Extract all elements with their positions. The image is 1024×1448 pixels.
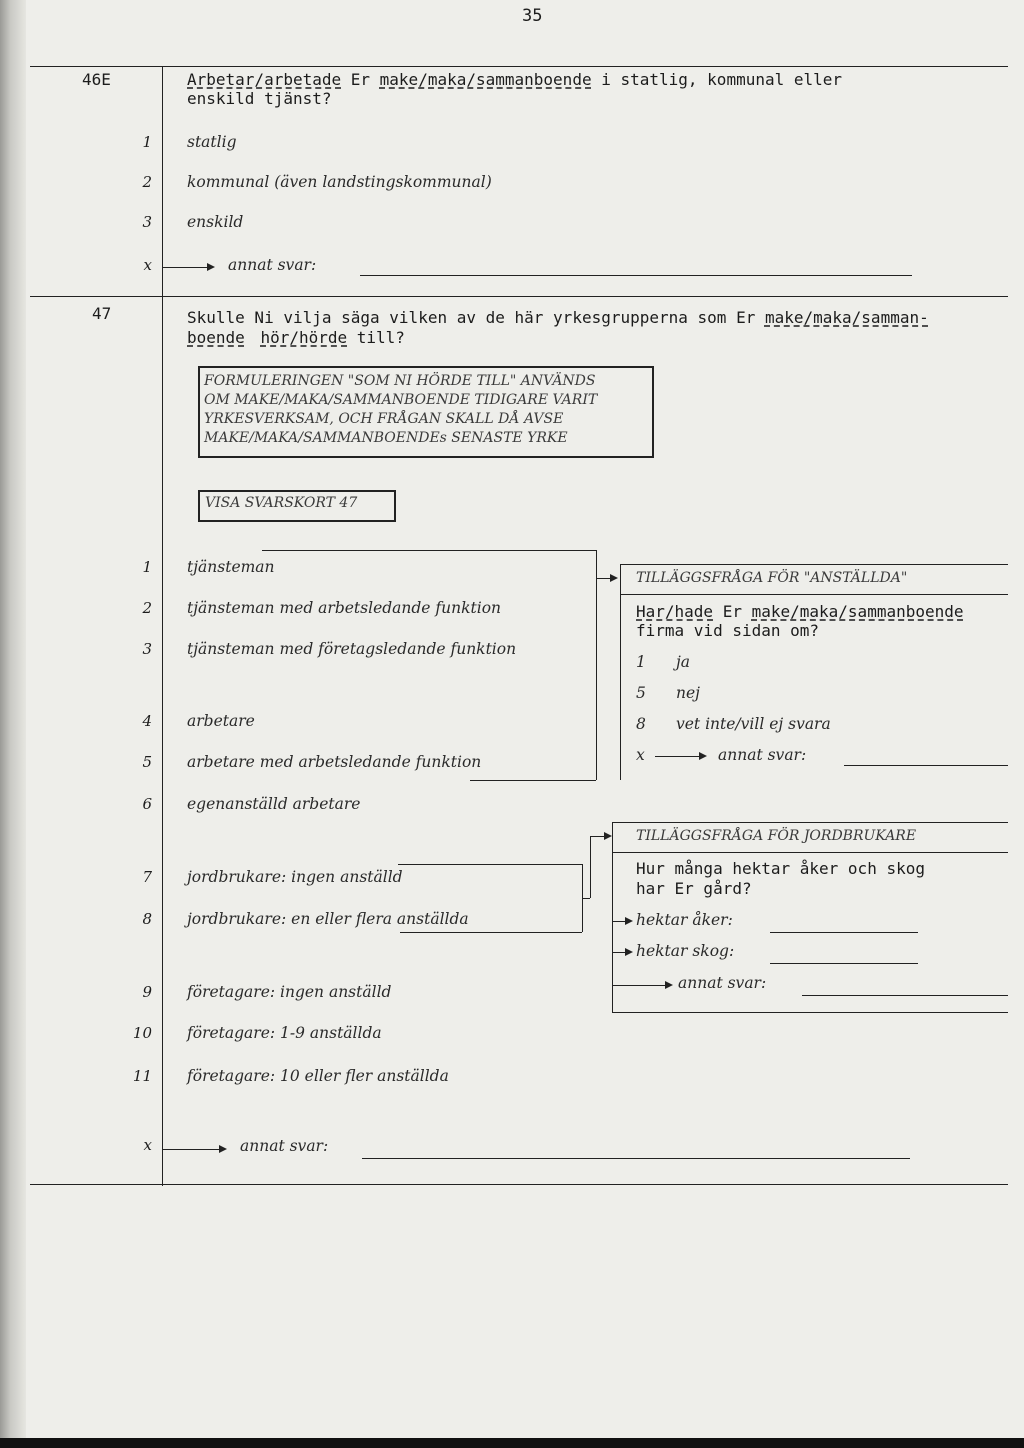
- option-code: 5: [636, 684, 646, 702]
- q47-line1b: make/maka/samman-: [764, 308, 929, 327]
- farmer-bracket-top: [398, 864, 582, 865]
- option-label[interactable]: arbetare med arbetsledande funktion: [187, 753, 482, 771]
- answer-blank-line[interactable]: [362, 1158, 910, 1159]
- question-id-47: 47: [92, 304, 112, 323]
- option-label[interactable]: jordbrukare: en eller flera anställda: [187, 910, 469, 928]
- followup-employed-title: TILLÄGGSFRÅGA FÖR "ANSTÄLLDA": [636, 570, 908, 586]
- q47-line1a: Skulle Ni vilja säga vilken av de här yrkesgrupperna som Er: [187, 308, 765, 327]
- followup-employed-question-line1: [636, 602, 964, 621]
- group-bracket-bottom: [470, 780, 596, 781]
- arrow-icon: [163, 267, 213, 268]
- instruction-line: YRKESVERKSAM, OCH FRÅGAN SKALL DÅ AVSE: [204, 411, 564, 427]
- arrow-icon: [613, 985, 671, 986]
- option-label[interactable]: tjänsteman: [187, 558, 275, 576]
- arrow-icon: [613, 921, 631, 922]
- question-47-line1: [187, 308, 929, 327]
- option-label[interactable]: företagare: 1-9 anställda: [187, 1024, 382, 1042]
- option-code: 2: [142, 173, 152, 191]
- farmer-connector-foot: [582, 898, 590, 899]
- hectare-field-blank[interactable]: [770, 932, 918, 933]
- option-label[interactable]: jordbrukare: ingen anställd: [187, 868, 403, 886]
- option-label: annat svar:: [718, 746, 807, 764]
- option-label: annat svar:: [228, 256, 317, 274]
- q46e-part2: Er: [341, 70, 380, 89]
- option-code: 1: [142, 133, 152, 151]
- option-code: 5: [142, 753, 152, 771]
- followup-employed-question-line2: firma vid sidan om?: [636, 621, 820, 640]
- bottom-rule: [30, 1184, 1008, 1185]
- field-label: hektar åker:: [636, 911, 733, 929]
- page-number: 35: [522, 6, 543, 26]
- option-label[interactable]: enskild: [187, 213, 244, 231]
- option-code: x: [636, 746, 645, 764]
- q46e-part4: i statlig, kommunal eller: [591, 70, 843, 89]
- option-code: 3: [142, 213, 152, 231]
- option-label[interactable]: arbetare: [187, 712, 255, 730]
- option-code: 10: [132, 1024, 152, 1042]
- left-column-rule: [162, 66, 163, 1186]
- arrow-icon: [163, 1149, 225, 1150]
- q47-line2c: till?: [347, 328, 405, 347]
- instruction-line: OM MAKE/MAKA/SAMMANBOENDE TIDIGARE VARIT: [204, 392, 598, 408]
- option-label[interactable]: vet inte/vill ej svara: [676, 715, 831, 733]
- section-divider: [30, 296, 1008, 297]
- group-bracket-top: [262, 550, 596, 551]
- question-id-46e: 46E: [82, 70, 111, 89]
- farmer-connector: [590, 836, 591, 898]
- question-47-line2: [187, 328, 405, 347]
- option-code: 1: [142, 558, 152, 576]
- option-code: 4: [142, 712, 152, 730]
- answer-blank-line[interactable]: [844, 765, 1008, 766]
- option-label[interactable]: statlig: [187, 133, 237, 151]
- option-code: 7: [142, 868, 152, 886]
- question-46e-line1: [187, 70, 842, 89]
- followup-employed-top: [620, 564, 1008, 565]
- followup-employed-q1c: make/maka/sammanboende: [751, 602, 964, 621]
- q47-line2b: hör/hörde: [260, 328, 348, 347]
- option-code: 9: [142, 983, 152, 1001]
- followup-farmers-question-line1: Hur många hektar åker och skog: [636, 859, 925, 878]
- option-code: 2: [142, 599, 152, 617]
- question-46e-line2: enskild tjänst?: [187, 89, 332, 108]
- answer-blank-line[interactable]: [802, 995, 1008, 996]
- option-label[interactable]: egenanställd arbetare: [187, 795, 361, 813]
- arrow-icon: [613, 952, 631, 953]
- option-label[interactable]: företagare: ingen anställd: [187, 983, 392, 1001]
- hectare-field-blank[interactable]: [770, 963, 918, 964]
- scan-edge-shadow: [0, 0, 26, 1448]
- option-label[interactable]: kommunal (även landstingskommunal): [187, 173, 492, 191]
- option-label[interactable]: företagare: 10 eller fler anställda: [187, 1067, 449, 1085]
- followup-employed-title-rule: [620, 594, 1008, 595]
- answer-blank-line[interactable]: [360, 275, 912, 276]
- field-label: hektar skog:: [636, 942, 735, 960]
- option-label[interactable]: tjänsteman med arbetsledande funktion: [187, 599, 502, 617]
- followup-employed-q1b: Er: [713, 602, 752, 621]
- followup-employed-left: [620, 564, 621, 780]
- option-label[interactable]: ja: [676, 653, 691, 671]
- arrow-icon: [596, 578, 616, 579]
- option-code: x: [143, 256, 152, 274]
- option-label[interactable]: tjänsteman med företagsledande funktion: [187, 640, 517, 658]
- option-label: annat svar:: [240, 1137, 329, 1155]
- followup-farmers-title-rule: [612, 852, 1008, 853]
- option-code: x: [143, 1136, 152, 1154]
- followup-farmers-title: TILLÄGGSFRÅGA FÖR JORDBRUKARE: [636, 828, 917, 844]
- option-code: 8: [142, 910, 152, 928]
- group-bracket-right: [596, 550, 597, 780]
- option-code: 11: [132, 1067, 152, 1085]
- farmer-bracket-bottom: [400, 932, 582, 933]
- arrow-icon: [655, 756, 705, 757]
- followup-farmers-bottom: [612, 1012, 1008, 1013]
- field-label: annat svar:: [678, 974, 767, 992]
- followup-employed-q1a: Har/hade: [636, 602, 714, 621]
- top-rule: [30, 66, 1008, 67]
- followup-farmers-question-line2: har Er gård?: [636, 879, 752, 898]
- instruction-line: MAKE/MAKA/SAMMANBOENDEs SENASTE YRKE: [204, 430, 568, 446]
- show-card-label: VISA SVARSKORT 47: [205, 495, 358, 511]
- followup-farmers-top: [612, 822, 1008, 823]
- option-code: 3: [142, 640, 152, 658]
- followup-farmers-left: [612, 822, 613, 1012]
- q46e-part1: Arbetar/arbetade: [187, 70, 342, 89]
- arrow-icon: [590, 836, 610, 837]
- scan-bottom-edge: [0, 1438, 1024, 1448]
- instruction-line: FORMULERINGEN "SOM NI HÖRDE TILL" ANVÄNDS: [204, 373, 596, 389]
- option-code: 8: [636, 715, 646, 733]
- q46e-part3: make/maka/sammanboende: [379, 70, 592, 89]
- option-code: 1: [636, 653, 646, 671]
- q47-line2a: boende: [187, 328, 245, 347]
- option-code: 6: [142, 795, 152, 813]
- option-label[interactable]: nej: [676, 684, 700, 702]
